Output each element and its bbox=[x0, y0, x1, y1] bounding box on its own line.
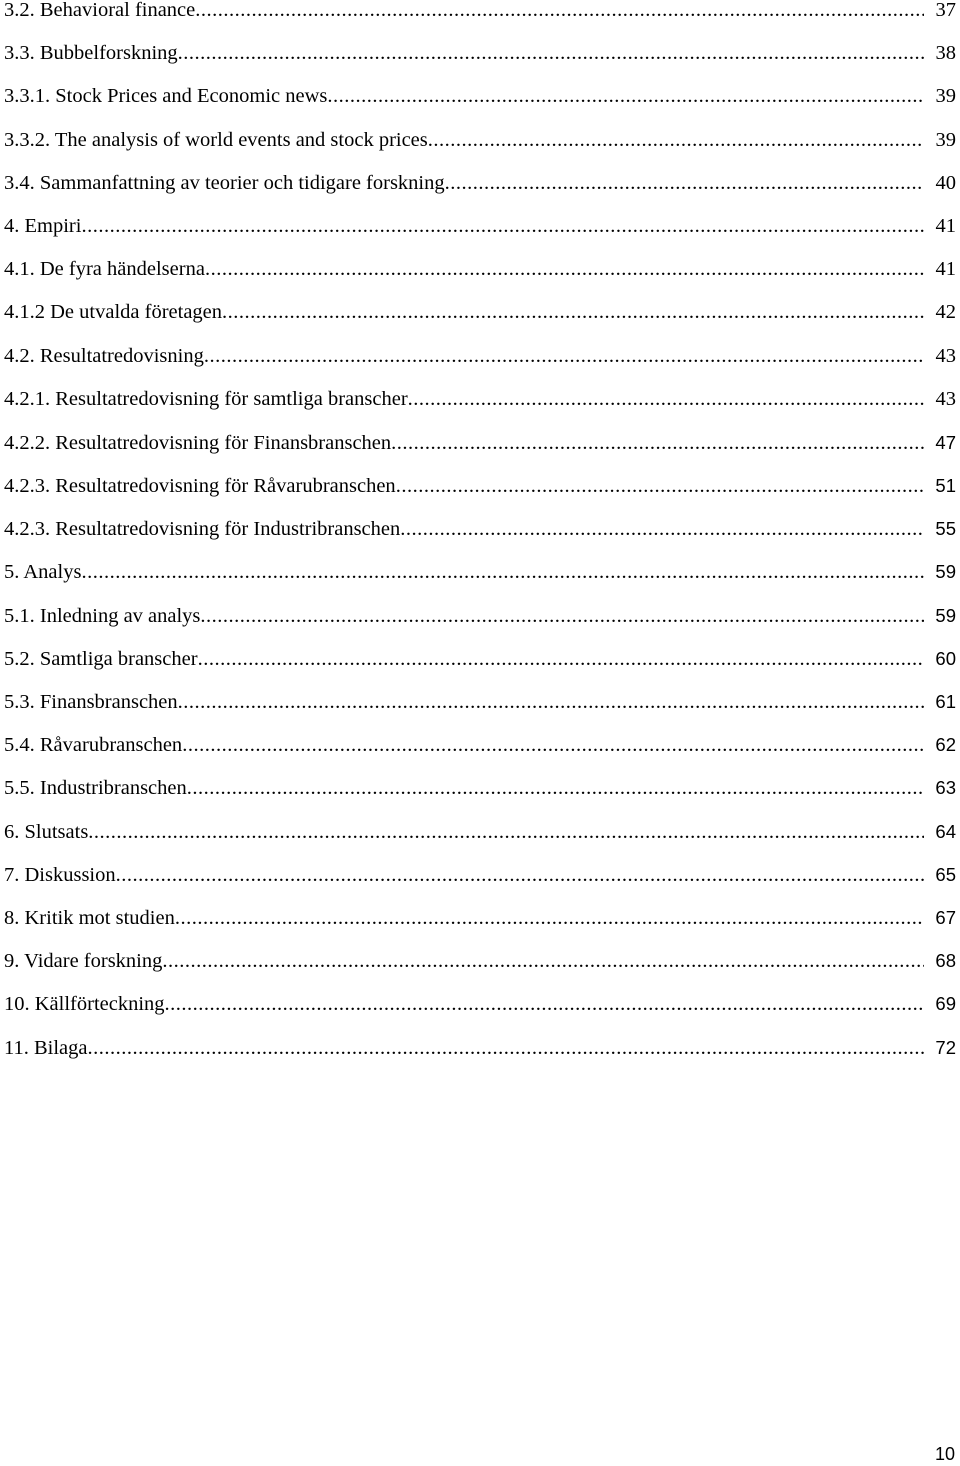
toc-entry[interactable] bbox=[4, 378, 960, 421]
toc-page-number: 65 bbox=[935, 863, 956, 885]
toc-entry[interactable] bbox=[4, 291, 960, 334]
toc-page-number: 47 bbox=[935, 431, 956, 453]
toc-entry[interactable] bbox=[4, 162, 960, 205]
toc-dot-leader bbox=[81, 205, 924, 248]
toc-entry[interactable] bbox=[4, 939, 960, 982]
toc-entry[interactable] bbox=[4, 896, 960, 939]
toc-entry-title: 9. Vidare forskning bbox=[4, 950, 163, 973]
toc-entry[interactable] bbox=[4, 594, 960, 637]
toc-entry[interactable] bbox=[4, 637, 960, 680]
toc-entry[interactable] bbox=[4, 335, 960, 378]
toc-page-number: 60 bbox=[935, 647, 956, 669]
toc-page-number: 69 bbox=[935, 993, 956, 1015]
toc-page-number: 59 bbox=[935, 604, 956, 626]
toc-entry[interactable] bbox=[4, 421, 960, 464]
toc-entry[interactable] bbox=[4, 550, 960, 593]
toc-entry-title: 4.2.3. Resultatredovisning för Industribranschen bbox=[4, 518, 401, 541]
toc-dot-leader bbox=[445, 162, 924, 205]
toc-entry-title: 4.2.3. Resultatredovisning för Råvarubranschen bbox=[4, 475, 396, 498]
toc-page-number: 38 bbox=[935, 42, 956, 65]
toc-entry[interactable] bbox=[4, 0, 960, 32]
toc-dot-leader bbox=[205, 248, 924, 291]
toc-entry[interactable] bbox=[4, 205, 960, 248]
toc-page-number: 43 bbox=[935, 387, 956, 410]
toc-entry[interactable] bbox=[4, 680, 960, 723]
toc-page-number: 41 bbox=[935, 258, 956, 281]
toc-page-number: 43 bbox=[935, 344, 956, 367]
toc-page-number: 63 bbox=[935, 777, 956, 799]
toc-entry-title: 4.1.2 De utvalda företagen bbox=[4, 301, 223, 324]
toc-page-number: 40 bbox=[935, 171, 956, 194]
toc-dot-leader bbox=[396, 465, 924, 508]
toc-dot-leader bbox=[116, 854, 924, 897]
toc-page-number: 67 bbox=[935, 906, 956, 928]
toc-dot-leader bbox=[222, 291, 924, 334]
toc-dot-leader bbox=[391, 422, 924, 465]
toc-entry-title: 3.4. Sammanfattning av teorier och tidigare forskning bbox=[4, 171, 445, 194]
toc-entry-title: 3.3. Bubbelforskning bbox=[4, 42, 178, 65]
toc-dot-leader bbox=[178, 681, 924, 724]
toc-entry[interactable] bbox=[4, 507, 960, 550]
toc-entry[interactable] bbox=[4, 1026, 960, 1069]
toc-page-number: 39 bbox=[935, 85, 956, 108]
toc-page-number: 59 bbox=[935, 561, 956, 583]
toc-dot-leader bbox=[178, 32, 924, 75]
toc-entry-title: 4.1. De fyra händelserna bbox=[4, 258, 205, 281]
toc-page-number: 72 bbox=[935, 1036, 956, 1058]
toc-dot-leader bbox=[195, 0, 924, 32]
toc-entry-title: 3.3.1. Stock Prices and Economic news bbox=[4, 85, 328, 108]
toc-dot-leader bbox=[88, 1027, 924, 1070]
toc-dot-leader bbox=[175, 897, 924, 940]
toc-dot-leader bbox=[327, 75, 924, 118]
toc-entry-title: 5.5. Industribranschen bbox=[4, 777, 187, 800]
toc-entry-title: 5.4. Råvarubranschen bbox=[4, 734, 183, 757]
toc-entry-title: 8. Kritik mot studien bbox=[4, 906, 175, 929]
toc-entry-title: 5. Analys bbox=[4, 561, 82, 584]
toc-entry-title: 4.2.1. Resultatredovisning för samtliga branscher bbox=[4, 387, 408, 410]
toc-entry-title: 10. Källförteckning bbox=[4, 993, 165, 1016]
toc-dot-leader bbox=[81, 551, 924, 594]
toc-entry[interactable] bbox=[4, 766, 960, 809]
toc-entry[interactable] bbox=[4, 982, 960, 1025]
table-of-contents bbox=[4, 0, 960, 1069]
toc-entry-title: 5.2. Samtliga branscher bbox=[4, 647, 198, 670]
toc-dot-leader bbox=[198, 638, 924, 681]
toc-dot-leader bbox=[187, 767, 924, 810]
toc-entry[interactable] bbox=[4, 32, 960, 75]
toc-dot-leader bbox=[200, 595, 924, 638]
toc-dot-leader bbox=[408, 378, 924, 421]
toc-entry-title: 5.1. Inledning av analys bbox=[4, 604, 201, 627]
toc-dot-leader bbox=[204, 335, 924, 378]
toc-page-number: 51 bbox=[935, 475, 956, 497]
toc-entry[interactable] bbox=[4, 464, 960, 507]
toc-page-number: 68 bbox=[935, 950, 956, 972]
toc-entry-title: 11. Bilaga bbox=[4, 1036, 88, 1059]
toc-entry-title: 4.2. Resultatredovisning bbox=[4, 344, 204, 367]
toc-dot-leader bbox=[165, 983, 924, 1026]
toc-entry[interactable] bbox=[4, 75, 960, 118]
toc-entry[interactable] bbox=[4, 723, 960, 766]
toc-page-number: 39 bbox=[935, 128, 956, 151]
toc-page-number: 55 bbox=[935, 518, 956, 540]
toc-dot-leader bbox=[428, 119, 924, 162]
toc-page-number: 37 bbox=[935, 0, 956, 21]
toc-entry-title: 4.2.2. Resultatredovisning för Finansbranschen bbox=[4, 431, 392, 454]
toc-dot-leader bbox=[88, 811, 924, 854]
toc-page-number: 61 bbox=[935, 691, 956, 712]
toc-entry-title: 3.2. Behavioral finance bbox=[4, 0, 196, 21]
toc-entry-title: 4. Empiri bbox=[4, 214, 82, 237]
toc-entry[interactable] bbox=[4, 810, 960, 853]
toc-entry-title: 5.3. Finansbranschen bbox=[4, 691, 178, 713]
toc-entry-title: 6. Slutsats bbox=[4, 820, 89, 843]
toc-entry-title: 3.3.2. The analysis of world events and stock prices bbox=[4, 128, 428, 151]
toc-dot-leader bbox=[400, 508, 924, 551]
toc-entry[interactable] bbox=[4, 248, 960, 291]
toc-entry-title: 7. Diskussion bbox=[4, 863, 116, 886]
toc-page-number: 41 bbox=[935, 214, 956, 237]
toc-entry[interactable] bbox=[4, 119, 960, 162]
toc-entry[interactable] bbox=[4, 853, 960, 896]
toc-page-number: 62 bbox=[935, 734, 956, 756]
toc-page-number: 64 bbox=[935, 820, 956, 842]
page-number: 10 bbox=[934, 1444, 955, 1464]
toc-dot-leader bbox=[182, 724, 924, 767]
toc-dot-leader bbox=[162, 940, 924, 983]
toc-page-number: 42 bbox=[935, 301, 956, 324]
